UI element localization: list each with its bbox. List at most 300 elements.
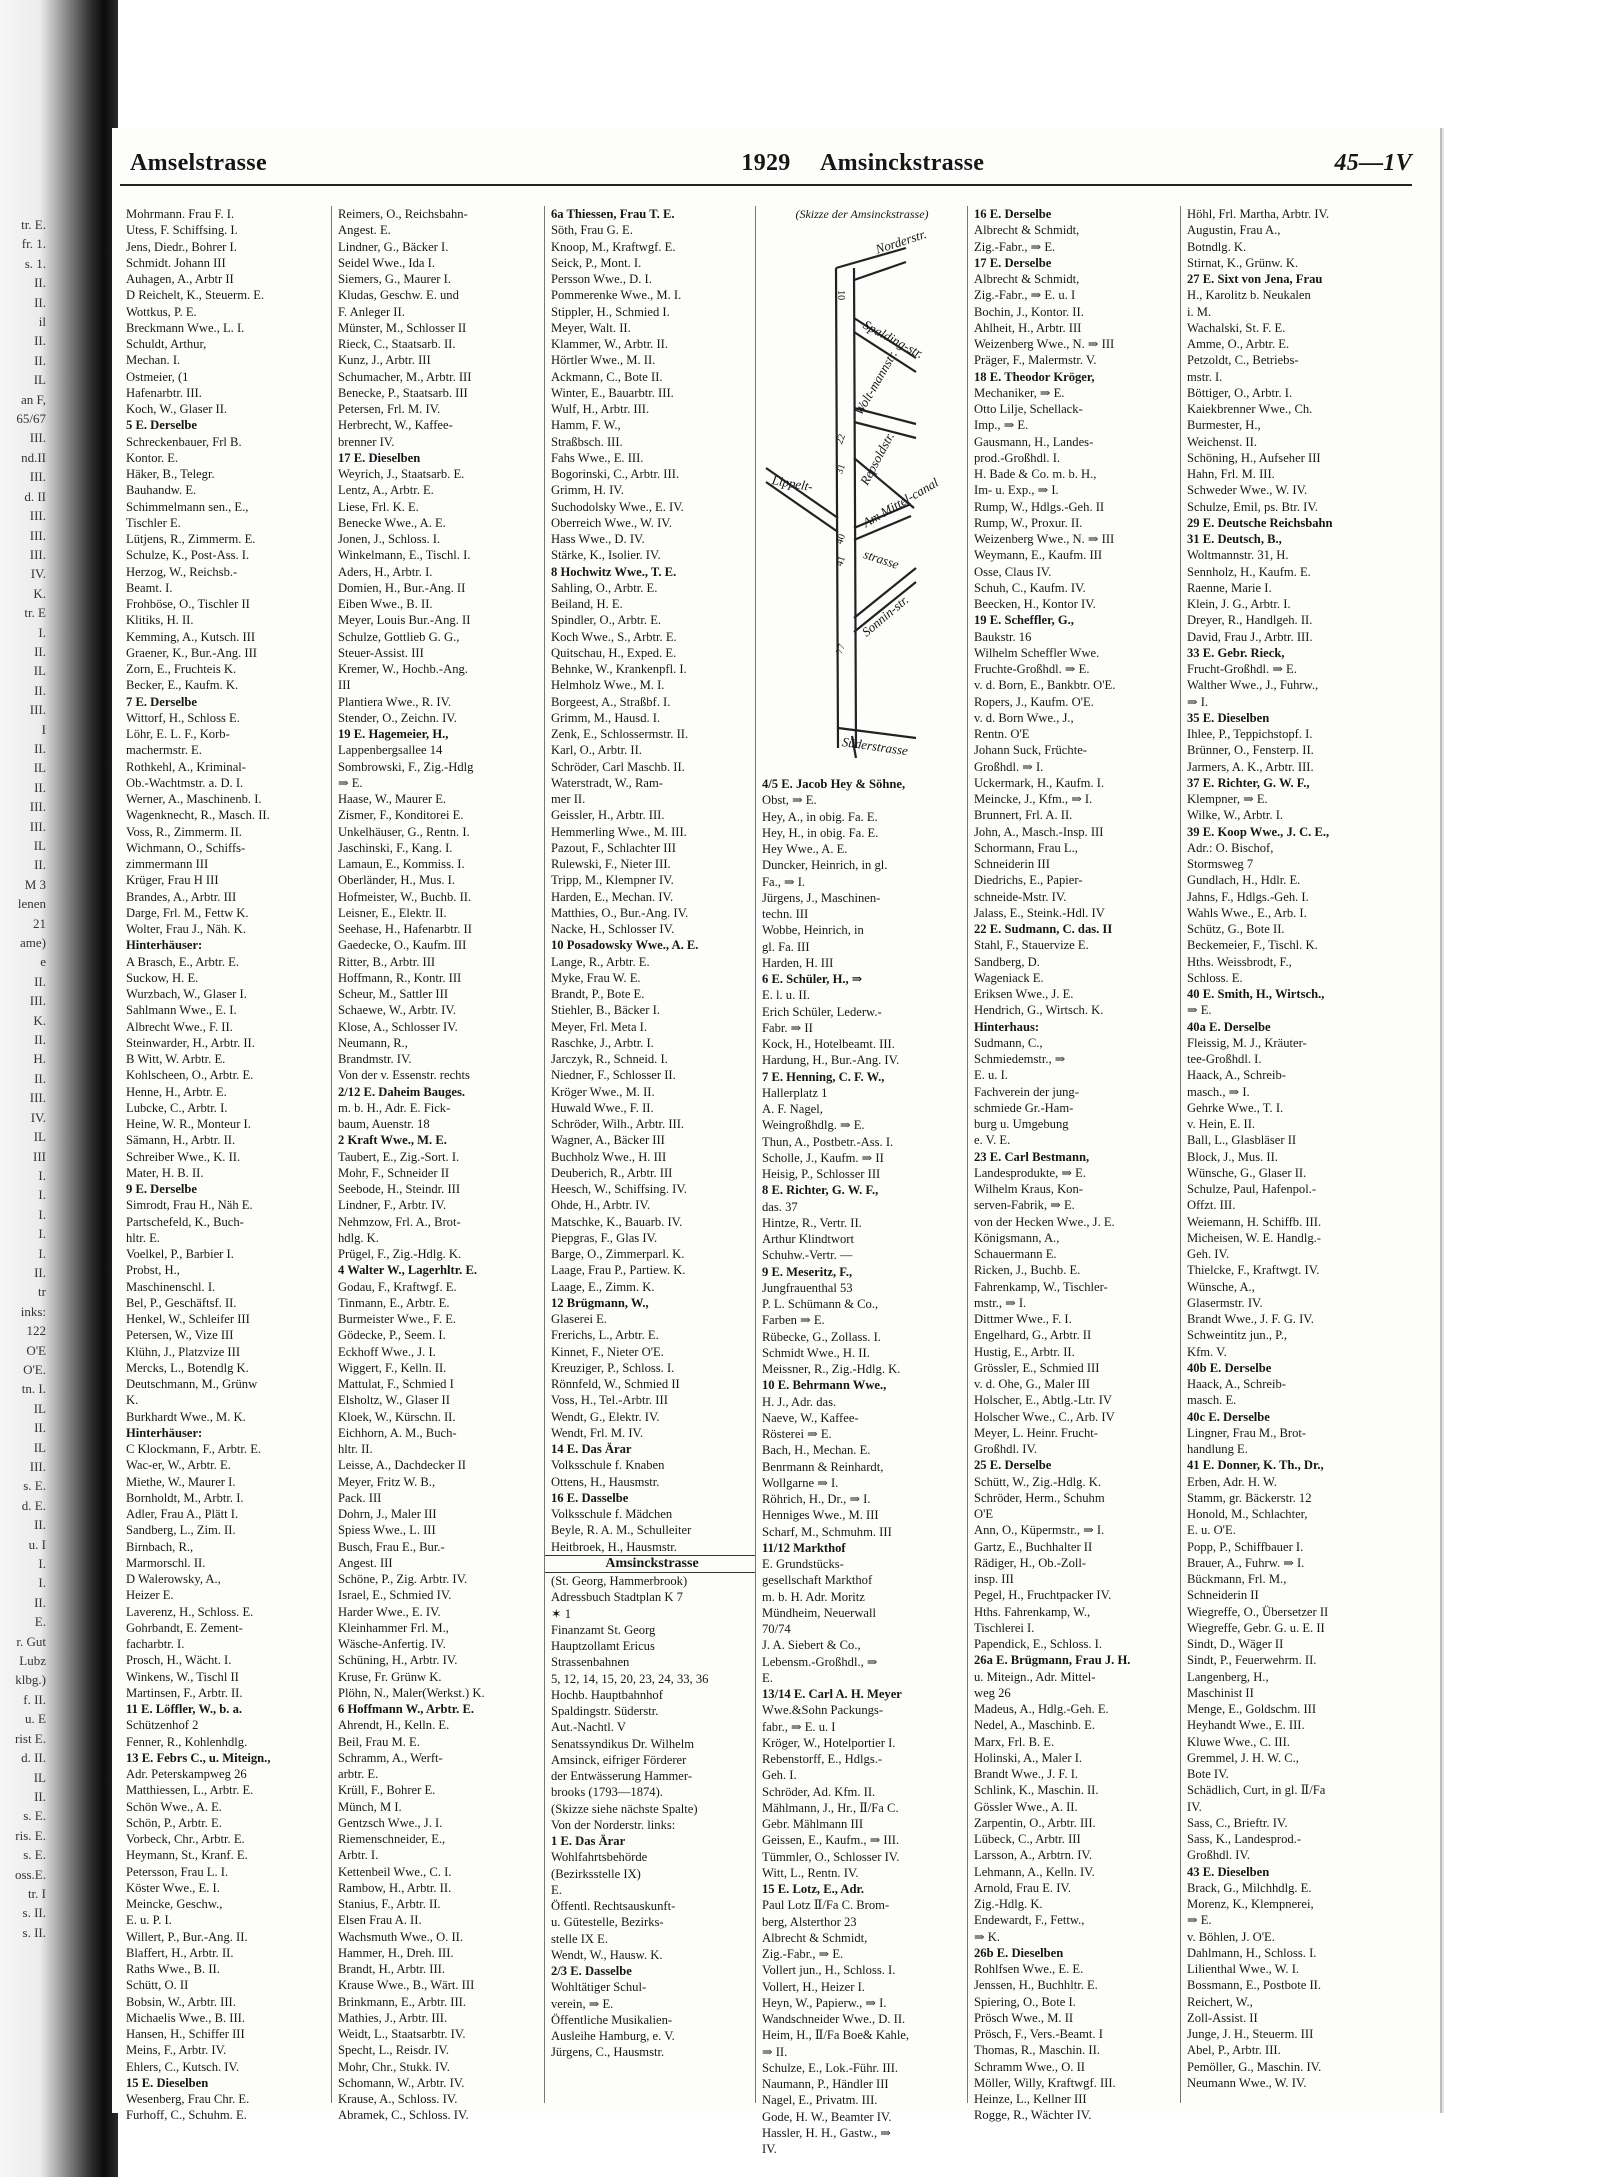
directory-entry: arbtr. E.	[338, 1767, 379, 1781]
directory-entry: Hintze, R., Vertr. II.	[762, 1215, 862, 1230]
directory-entry: D Reichelt, K., Steuerm. E.	[126, 288, 265, 303]
directory-entry: Mercks, L., Botendlg K.	[126, 1360, 249, 1375]
directory-entry: Piepgras, F., Glas IV.	[551, 1230, 658, 1245]
directory-entry: F. Anleger II.	[338, 304, 405, 319]
directory-entry: Klose, A., Schlosser IV.	[338, 1019, 458, 1034]
directory-entry: Geissler, H., Arbtr. III.	[551, 808, 665, 823]
directory-entry: Hey, A., in obig. Fa. E.	[762, 809, 878, 824]
directory-entry: P. L. Schümann & Co.,	[762, 1297, 879, 1311]
directory-entry: Meyer, Fritz W. B.,	[338, 1474, 436, 1489]
directory-entry: Beil, Frau M. E.	[338, 1734, 420, 1749]
directory-entry: Popp, P., Schiffbauer I.	[1187, 1539, 1304, 1554]
sketch-label-sonninstr: Sonnin-str.	[858, 591, 912, 640]
directory-entry: u. Miteign., Adr. Mittel-	[974, 1669, 1096, 1684]
column-4-entries	[756, 776, 968, 2157]
directory-entry: Nehmzow, Frl. A., Brot-	[338, 1214, 461, 1229]
facing-page-line: II.	[34, 333, 46, 349]
sketch-number-31: 31	[834, 462, 849, 476]
directory-entry: weg 26	[974, 1685, 1011, 1700]
directory-entry: Knoop, M., Kraftwgf. E.	[551, 239, 676, 254]
directory-entry: Schütt, O. II	[126, 1978, 189, 1993]
directory-entry: Brandt, P., Bote E.	[551, 987, 645, 1001]
directory-entry: Schulze, K., Post-Ass. I.	[126, 548, 250, 563]
directory-entry: Adressbuch Stadtplan K 7	[551, 1590, 683, 1605]
directory-entry: 23 E. Carl Bestmann,	[974, 1149, 1090, 1164]
directory-entry: Öffentliche Musikalien-	[551, 2012, 673, 2027]
directory-entry: Scheur, M., Sattler III	[338, 987, 449, 1001]
facing-page-line: IV.	[30, 566, 46, 582]
facing-page-line: II.	[34, 1032, 46, 1048]
directory-entry: Hardung, H., Bur.-Ang. IV.	[762, 1053, 900, 1068]
directory-entry: III	[338, 678, 351, 693]
directory-entry: Zenk, E., Schlossermstr. II.	[551, 727, 689, 741]
directory-entry: Wilhelm Scheffler Wwe.	[974, 645, 1100, 660]
directory-entry: Deuberich, R., Arbtr. III	[551, 1165, 673, 1180]
directory-entry: Schröder, Carl Maschb. II.	[551, 759, 685, 774]
directory-entry: Wolter, Frau J., Näh. K.	[126, 922, 246, 936]
directory-entry: mer II.	[551, 792, 586, 806]
directory-entry: 1 E. Das Ärar	[551, 1834, 626, 1848]
header-year: 1929	[741, 150, 791, 176]
directory-entry: Koch Wwe., S., Arbtr. E.	[551, 629, 677, 644]
header-street-left: Amselstrasse	[130, 150, 267, 176]
directory-entry: Von der v. Essenstr. rechts	[338, 1068, 470, 1083]
directory-entry: Wagner, A., Bäcker III	[551, 1133, 665, 1148]
directory-entry: Schreiber Wwe., K. II.	[126, 1149, 241, 1164]
directory-entry: 7 E. Derselbe	[126, 694, 197, 709]
directory-entry: Israel, E., Schmied IV.	[338, 1588, 452, 1603]
facing-page-line: s. II.	[22, 1905, 46, 1921]
directory-entry: Bach, H., Mechan. E.	[762, 1443, 871, 1458]
directory-entry: Hallerplatz 1	[762, 1085, 828, 1100]
directory-entry: Mohrmann. Frau F. I.	[126, 207, 235, 221]
directory-entry: masch., ⇒ I.	[1187, 1084, 1250, 1099]
directory-entry: 40 E. Smith, H., Wirtsch.,	[1187, 987, 1325, 1001]
directory-entry: Rieck, C., Staatsarb. II.	[338, 337, 456, 351]
column-5	[967, 206, 1181, 2123]
facing-page-line: M 3	[24, 876, 46, 892]
directory-entry: Herbrecht, W., Kaffee-	[338, 418, 453, 433]
directory-entry: Wünsche, A.,	[1187, 1279, 1255, 1294]
directory-entry: Paul Lotz Ⅱ/Fa C. Brom-	[762, 1898, 890, 1913]
directory-entry: David, Frau J., Arbtr. III.	[1187, 629, 1313, 644]
directory-entry: Dohrn, J., Maler III	[338, 1507, 437, 1521]
directory-entry: E. l. u. II.	[762, 988, 810, 1003]
directory-entry: Münch, M I.	[338, 1799, 402, 1814]
facing-page-line: K.	[33, 585, 46, 601]
directory-entry: Holscher Wwe., C., Arb. IV	[974, 1409, 1115, 1424]
directory-entry: 22 E. Sudmann, C. das. II	[974, 922, 1113, 936]
directory-entry: Junge, J. H., Steuerm. III	[1187, 2027, 1314, 2041]
directory-entry: 26a E. Brügmann, Frau J. H.	[974, 1653, 1131, 1668]
directory-entry: Rädiger, H., Ob.-Zoll-	[974, 1555, 1087, 1570]
directory-entry: Wachalski, St. F. E.	[1187, 320, 1286, 335]
directory-entry: Niedner, F., Schlosser II.	[551, 1068, 676, 1083]
directory-entry: masch. E.	[1187, 1393, 1237, 1408]
directory-entry: Wittorf, H., Schloss E.	[126, 710, 240, 725]
directory-entry: v. Hein, E. II.	[1187, 1117, 1256, 1131]
directory-entry: Petersen, W., Vize III	[126, 1328, 234, 1343]
directory-entry: Heim, H., Ⅱ/Fa Boe& Kahle,	[762, 2028, 910, 2043]
directory-entry: Hths. Weissbrodt, F.,	[1187, 954, 1292, 969]
directory-entry: Hinterhäuser:	[126, 938, 203, 953]
directory-entry: Specht, L., Reisdr. IV.	[338, 2043, 450, 2058]
directory-entry: Zig.-Hdlg. K.	[974, 1897, 1043, 1911]
directory-entry: Krüll, F., Bohrer E.	[338, 1783, 436, 1798]
directory-entry: Kloek, W., Kürschn. II.	[338, 1409, 456, 1424]
directory-entry: Hansen, H., Schiffer III	[126, 2027, 245, 2041]
directory-entry: Hahn, Frl. M. III.	[1187, 467, 1275, 481]
directory-entry: Augustin, Frau A.,	[1187, 223, 1281, 238]
directory-entry: Uckermark, H., Kaufm. I.	[974, 775, 1105, 790]
directory-entry: A Brasch, E., Arbtr. E.	[126, 954, 239, 969]
facing-page-line: K.	[33, 1012, 46, 1028]
directory-entry: 35 E. Dieselben	[1187, 710, 1270, 725]
directory-entry: Beiland, H. E.	[551, 597, 623, 611]
facing-page-line: IV.	[30, 1109, 46, 1125]
directory-entry: hltr. E.	[126, 1230, 160, 1245]
directory-entry: baum, Auenstr. 18	[338, 1117, 430, 1131]
directory-entry: Wendt, G., Elektr. IV.	[551, 1409, 660, 1424]
directory-entry: Hemmerling Wwe., M. III.	[551, 824, 687, 839]
directory-entry: Schlink, K., Maschin. II.	[974, 1783, 1099, 1798]
directory-entry: Kludas, Geschw. E. und	[338, 288, 459, 303]
sketch-label-norderstr: Norderstr.	[873, 226, 929, 257]
directory-entry: Schormann, Frau L.,	[974, 840, 1078, 855]
directory-entry: Lappenbergsallee 14	[338, 743, 443, 758]
directory-entry: Hths. Fahrenkamp, W.,	[974, 1604, 1091, 1619]
directory-entry: Duncker, Heinrich, in gl.	[762, 858, 888, 873]
directory-entry: Wünsche, G., Glaser II.	[1187, 1165, 1307, 1180]
directory-entry: Partschefeld, K., Buch-	[126, 1214, 244, 1229]
directory-entry: Unkelhäuser, G., Rentn. I.	[338, 824, 470, 839]
directory-entry: Johann Suck, Früchte-	[974, 743, 1087, 758]
directory-entry: 11 E. Löffler, W., b. a.	[126, 1702, 243, 1716]
directory-entry: Schüning, H., Arbtr. IV.	[338, 1653, 458, 1668]
directory-entry: Jarmers, A. K., Arbtr. III.	[1187, 759, 1314, 774]
facing-page-line: u. I	[28, 1536, 46, 1552]
directory-entry: Suchodolsky Wwe., E. IV.	[551, 499, 684, 514]
directory-entry: Kohlscheen, O., Arbtr. E.	[126, 1068, 254, 1083]
directory-entry: Wwe.&Sohn Packungs-	[762, 1703, 884, 1718]
directory-entry: Suckow, H. E.	[126, 970, 199, 985]
facing-page-line: I.	[38, 1187, 46, 1203]
directory-entry: Henkel, W., Schleifer III	[126, 1312, 250, 1326]
directory-entry: Krause Wwe., B., Wärt. III	[338, 1978, 475, 1993]
directory-entry: Weizenberg Wwe., N. ⇒ III	[974, 337, 1115, 351]
directory-entry: Schuh, C., Kaufm. IV.	[974, 580, 1086, 595]
directory-entry: Heymann, St., Kranf. E.	[126, 1848, 248, 1863]
directory-entry: Rothkehl, A., Kriminal-	[126, 759, 246, 774]
directory-entry: Kunz, J., Arbtr. III	[338, 353, 431, 368]
directory-entry: Wiggert, F., Kelln. II.	[338, 1360, 447, 1375]
directory-entry: Senatssyndikus Dr. Wilhelm	[551, 1736, 695, 1751]
directory-entry: Schloss. E.	[1187, 970, 1243, 985]
directory-entry: Dahlmann, H., Schloss. I.	[1187, 1945, 1317, 1960]
directory-entry: Großhdl. IV.	[1187, 1848, 1251, 1863]
directory-entry: Benrmann & Reinhardt,	[762, 1459, 884, 1474]
directory-entry: Rohlfsen Wwe., E. E.	[974, 1962, 1084, 1976]
directory-entry: Zig.-Fabr., ⇒ E.	[762, 1947, 844, 1961]
directory-entry: Schöning, H., Aufseher III	[1187, 450, 1321, 465]
directory-entry: Zarpentin, O., Arbtr. III.	[974, 1815, 1096, 1830]
directory-entry: Hinterhäuser:	[126, 1425, 203, 1440]
directory-entry: ⇒ I.	[1187, 694, 1209, 709]
directory-entry: Ropers, J., Kaufm. O'E.	[974, 694, 1094, 709]
directory-entry: Ann, O., Küpermstr., ⇒ I.	[974, 1523, 1105, 1538]
directory-entry: Lütjens, R., Zimmerm. E.	[126, 532, 256, 546]
directory-entry: Lehmann, A., Kelln. IV.	[974, 1864, 1095, 1879]
directory-entry: Fachverein der jung-	[974, 1084, 1079, 1099]
directory-entry: Klempner, ⇒ E.	[1187, 792, 1268, 806]
directory-entry: Wollgarne ⇒ I.	[762, 1475, 839, 1490]
directory-entry: Gehrke Wwe., T. I.	[1187, 1100, 1284, 1115]
directory-entry: Naumann, P., Händler III	[762, 2077, 889, 2091]
directory-entry: Seidel Wwe., Ida I.	[338, 255, 435, 270]
directory-entry: machermstr. E.	[126, 743, 202, 758]
directory-entry: 31 E. Deutsch, B.,	[1187, 532, 1282, 546]
directory-entry: 40c E. Derselbe	[1187, 1409, 1270, 1424]
directory-entry: Rübecke, G., Zollass. I.	[762, 1329, 881, 1344]
facing-page-line: r. Gut	[16, 1633, 46, 1649]
directory-entry: Nacke, H., Schlosser IV.	[551, 922, 675, 936]
directory-entry: Scharf, M., Schmuhm. III	[762, 1524, 892, 1539]
directory-entry: Schön Wwe., A. E.	[126, 1799, 222, 1814]
directory-entry: ✶ 1	[551, 1606, 571, 1621]
directory-entry: Geh. I.	[762, 1768, 797, 1783]
directory-entry: Mohr, Chr., Stukk. IV.	[338, 2059, 450, 2074]
directory-entry: Kröger Wwe., M. II.	[551, 1084, 655, 1099]
directory-entry: Utess, F. Schiffsing. I.	[126, 223, 238, 238]
directory-entry: Laage, E., Zimm. K.	[551, 1279, 655, 1294]
directory-entry: Oberreich Wwe., W. IV.	[551, 515, 672, 530]
directory-entry: Schramm, A., Werft-	[338, 1750, 443, 1765]
directory-entry: Walther Wwe., J., Fuhrw.,	[1187, 678, 1319, 693]
directory-entry: Kleinhammer Frl. M.,	[338, 1620, 449, 1635]
facing-page-line: II.	[34, 740, 46, 756]
sketch-number-41: 41	[834, 554, 849, 568]
facing-page-line: lenen	[17, 896, 46, 912]
directory-entry: Schuldt, Arthur,	[126, 337, 207, 351]
facing-page-line: an F,	[21, 391, 46, 407]
directory-entry: Maschinenschl. I.	[126, 1279, 216, 1294]
directory-entry: Auhagen, A., Arbtr II	[126, 272, 234, 286]
facing-page-line: II.	[34, 1264, 46, 1280]
facing-page-line: IL	[33, 760, 46, 776]
facing-page-line: IL	[33, 1769, 46, 1785]
directory-entry: 15 E. Dieselben	[126, 2075, 209, 2090]
directory-entry: Buchholz Wwe., H. III	[551, 1149, 667, 1164]
directory-entry: mstr. I.	[1187, 369, 1223, 384]
directory-entry: 9 E. Meseritz, F.,	[762, 1264, 853, 1279]
directory-entry: Thun, A., Postbetr.-Ass. I.	[762, 1134, 894, 1149]
facing-page-line: E.	[34, 1614, 46, 1630]
directory-entry: Offzt. III.	[1187, 1198, 1236, 1213]
directory-entry: Beyle, R. A. M., Schulleiter	[551, 1523, 692, 1538]
directory-entry: Arbtr. I.	[338, 1848, 379, 1863]
sketch-label-spaldingstr: Spalding-str.	[860, 316, 927, 362]
directory-entry: Großhdl. IV.	[974, 1442, 1038, 1456]
directory-entry: H. Bade & Co. m. b. H.,	[974, 467, 1097, 481]
directory-entry: burg u. Umgebung	[974, 1117, 1069, 1131]
directory-entry: Larsson, A., Arbtrn. IV.	[974, 1848, 1093, 1863]
facing-page-line: III.	[29, 993, 46, 1009]
facing-page-line: d. E.	[21, 1497, 46, 1513]
directory-entry: Köster Wwe., E. I.	[126, 1880, 220, 1895]
directory-entry: Schumacher, M., Arbtr. III	[338, 369, 472, 384]
directory-entry: Löhr, E. L. F., Korb-	[126, 727, 230, 741]
directory-entry: Schuhw.-Vertr. —	[762, 1248, 853, 1263]
directory-entry: berg, Alsterthor 23	[762, 1914, 857, 1929]
directory-entry: Klitiks, H. II.	[126, 613, 194, 628]
directory-entry: Haase, W., Maurer E.	[338, 792, 447, 806]
directory-entry: Stiehler, B., Bäcker I.	[551, 1003, 660, 1018]
directory-entry: schmiede Gr.-Ham-	[974, 1100, 1074, 1115]
directory-entry: Schröder, Ad. Kfm. II.	[762, 1784, 876, 1799]
directory-entry: Osse, Claus IV.	[974, 564, 1052, 579]
directory-entry: Mechan. I.	[126, 353, 181, 368]
directory-entry: Ob.-Wachtmstr. a. D. I.	[126, 775, 244, 790]
directory-entry: E.	[762, 1670, 773, 1685]
directory-entry: Albrecht & Schmidt,	[762, 1930, 868, 1945]
facing-page-fragment	[0, 215, 46, 2095]
directory-entry: Bückmann, Frl. M.,	[1187, 1572, 1287, 1586]
directory-entry: Aut.-Nachtl. V	[551, 1720, 626, 1735]
directory-entry: Raths Wwe., B. II.	[126, 1962, 220, 1976]
directory-entry: Angest. III	[338, 1555, 393, 1570]
directory-entry: Sass, K., Landesprod.-	[1187, 1832, 1302, 1846]
directory-entry: Lilienthal Wwe., W. I.	[1187, 1962, 1300, 1976]
facing-page-line: s. 1.	[24, 255, 46, 271]
column-3	[544, 206, 756, 2103]
directory-entry: Leisse, A., Dachdecker II	[338, 1458, 466, 1473]
directory-entry: Eichhorn, A. M., Buch-	[338, 1425, 457, 1440]
facing-page-line: rist E.	[14, 1730, 46, 1746]
directory-entry: Wäsche-Anfertig. IV.	[338, 1637, 446, 1651]
directory-entry: 16 E. Dasselbe	[551, 1490, 629, 1505]
directory-entry: Wurzbach, W., Glaser I.	[126, 987, 247, 1001]
directory-entry: Meyer, Louis Bur.-Ang. II	[338, 613, 471, 628]
directory-entry: Holinski, A., Maler I.	[974, 1750, 1083, 1765]
directory-entry: Hauptzollamt Ericus	[551, 1639, 655, 1653]
directory-entry: Weizenberg Wwe., N. ⇒ III	[974, 532, 1115, 546]
directory-entry: Haack, A., Schreib-	[1187, 1377, 1286, 1391]
header-page-number: 45—1V	[1334, 150, 1412, 176]
directory-entry: Thomas, R., Maschin. II.	[974, 2043, 1100, 2058]
directory-entry: Lebensm.-Großhdl., ⇒	[762, 1654, 878, 1669]
directory-entry: Ahlheit, H., Arbtr. III	[974, 320, 1082, 335]
directory-entry: Koch, W., Glaser II.	[126, 402, 228, 416]
directory-entry: Vollert, H., Heizer I.	[762, 1979, 865, 1994]
directory-entry: (Bezirksstelle IX)	[551, 1866, 641, 1881]
sketch-number-77: 77	[834, 642, 849, 656]
directory-entry: 4 Walter W., Lagerhltr. E.	[338, 1263, 478, 1278]
directory-entry: Ackmann, C., Bote II.	[551, 369, 663, 384]
directory-entry: Madeus, A., Hdlg.-Geh. E.	[974, 1702, 1109, 1716]
directory-entry: H. J., Adr. das.	[762, 1394, 837, 1409]
directory-entry: Hustig, E., Arbtr. II.	[974, 1344, 1075, 1359]
directory-entry: Wageniack E.	[974, 970, 1044, 985]
directory-entry: Pazout, F., Schlachter III	[551, 840, 676, 855]
facing-page-line: III.	[29, 799, 46, 815]
directory-entry: Marmorschl. II.	[126, 1555, 206, 1570]
directory-entry: Adler, Frau A., Plätt I.	[126, 1507, 239, 1521]
directory-entry: Tripp, M., Klempner IV.	[551, 873, 674, 888]
facing-page-line: tr. E.	[21, 217, 46, 232]
directory-entry: Wichmann, O., Schiffs-	[126, 840, 246, 855]
directory-entry: IV.	[762, 2142, 777, 2156]
facing-page-line: II.	[34, 1788, 46, 1804]
directory-entry: O'E	[974, 1507, 994, 1521]
directory-entry: Engelhard, G., Arbtr. II	[974, 1328, 1092, 1343]
directory-entry: Witt, L., Rentn. IV.	[762, 1865, 859, 1880]
directory-entry: Lubcke, C., Arbtr. I.	[126, 1100, 228, 1115]
sketch-number-40: 40	[834, 532, 849, 546]
directory-entry: Seehase, H., Hafenarbtr. II	[338, 922, 472, 936]
facing-page-line: I.	[38, 1167, 46, 1183]
directory-entry: Albrecht & Schmidt,	[974, 272, 1080, 286]
directory-entry: Mattulat, F., Schmied I	[338, 1377, 454, 1391]
directory-entry: Heesch, W., Schiffsing. IV.	[551, 1182, 687, 1196]
directory-entry: Schreckenbauer, Frl B.	[126, 434, 242, 449]
directory-entry: Im- u. Exp., ⇒ I.	[974, 483, 1059, 498]
directory-entry: Botndlg. K.	[1187, 239, 1247, 254]
directory-entry: Jürgens, J., Maschinen-	[762, 890, 881, 905]
directory-entry: Bote IV.	[1187, 1767, 1229, 1781]
facing-page-line: III.	[29, 527, 46, 543]
directory-entry: Henniges Wwe., M. III	[762, 1508, 879, 1523]
directory-entry: Schöne, P., Zig. Arbtr. IV.	[338, 1572, 468, 1586]
directory-entry: Röhrich, H., Dr., ⇒ I.	[762, 1492, 871, 1506]
directory-entry: gesellschaft Markthof	[762, 1573, 873, 1588]
facing-page-line: II.	[34, 1594, 46, 1610]
sketch-label-lippelt: Lippelt-	[770, 472, 814, 495]
facing-page-line: II.	[34, 352, 46, 368]
directory-entry: v. d. Born, E., Bankbtr. O'E.	[974, 678, 1116, 693]
facing-page-line: oss.E.	[14, 1866, 46, 1882]
directory-entry: Baukstr. 16	[974, 629, 1032, 644]
directory-entry: Gentzsch Wwe., J. I.	[338, 1815, 443, 1830]
directory-entry: Martinsen, F., Arbtr. II.	[126, 1685, 243, 1700]
directory-entry: Sombrowski, F., Zig.-Hdlg	[338, 759, 474, 774]
directory-entry: Pack. III	[338, 1490, 382, 1505]
directory-entry: 12 Brügmann, W.,	[551, 1295, 649, 1310]
directory-entry: Lentz, A., Arbtr. E.	[338, 483, 434, 498]
sketch-label-suederstrasse: Süderstrasse	[841, 734, 909, 759]
directory-entry: Scholle, J., Kaufm. ⇒ II	[762, 1150, 884, 1165]
directory-entry: Schädlich, Curt, in gl. Ⅱ/Fa	[1187, 1783, 1326, 1798]
directory-entry: mstr., ⇒ I.	[974, 1295, 1027, 1310]
directory-entry: Gödecke, P., Seem. I.	[338, 1328, 446, 1343]
directory-entry: Mählmann, J., Hr., Ⅱ/Fa C.	[762, 1800, 899, 1815]
directory-entry: Lamaun, E., Kommiss. I.	[338, 857, 465, 871]
facing-page-line: s. E.	[23, 1847, 46, 1863]
directory-entry: Rulewski, F., Nieter III.	[551, 857, 671, 871]
directory-entry: Maschinist II	[1187, 1685, 1254, 1700]
directory-entry: prod.-Großhdl. I.	[974, 450, 1061, 465]
directory-entry: Schaewe, W., Arbtr. IV.	[338, 1003, 456, 1018]
directory-entry: Ball, L., Glasbläser II	[1187, 1133, 1297, 1148]
directory-entry: Hey, H., in obig. Fa. E.	[762, 825, 879, 840]
directory-entry: Petersen, Frl. M. IV.	[338, 402, 441, 416]
facing-page-line: III.	[29, 430, 46, 446]
directory-entry: Wesenberg, Frau Chr. E.	[126, 2092, 250, 2106]
directory-entry: Söth, Frau G. E.	[551, 223, 633, 238]
directory-entry: 7 E. Henning, C. F. W.,	[762, 1069, 885, 1084]
facing-page-line: II.	[34, 1517, 46, 1533]
directory-entry: 37 E. Richter, G. W. F.,	[1187, 775, 1310, 790]
directory-entry: u. Gütestelle, Bezirks-	[551, 1915, 664, 1930]
